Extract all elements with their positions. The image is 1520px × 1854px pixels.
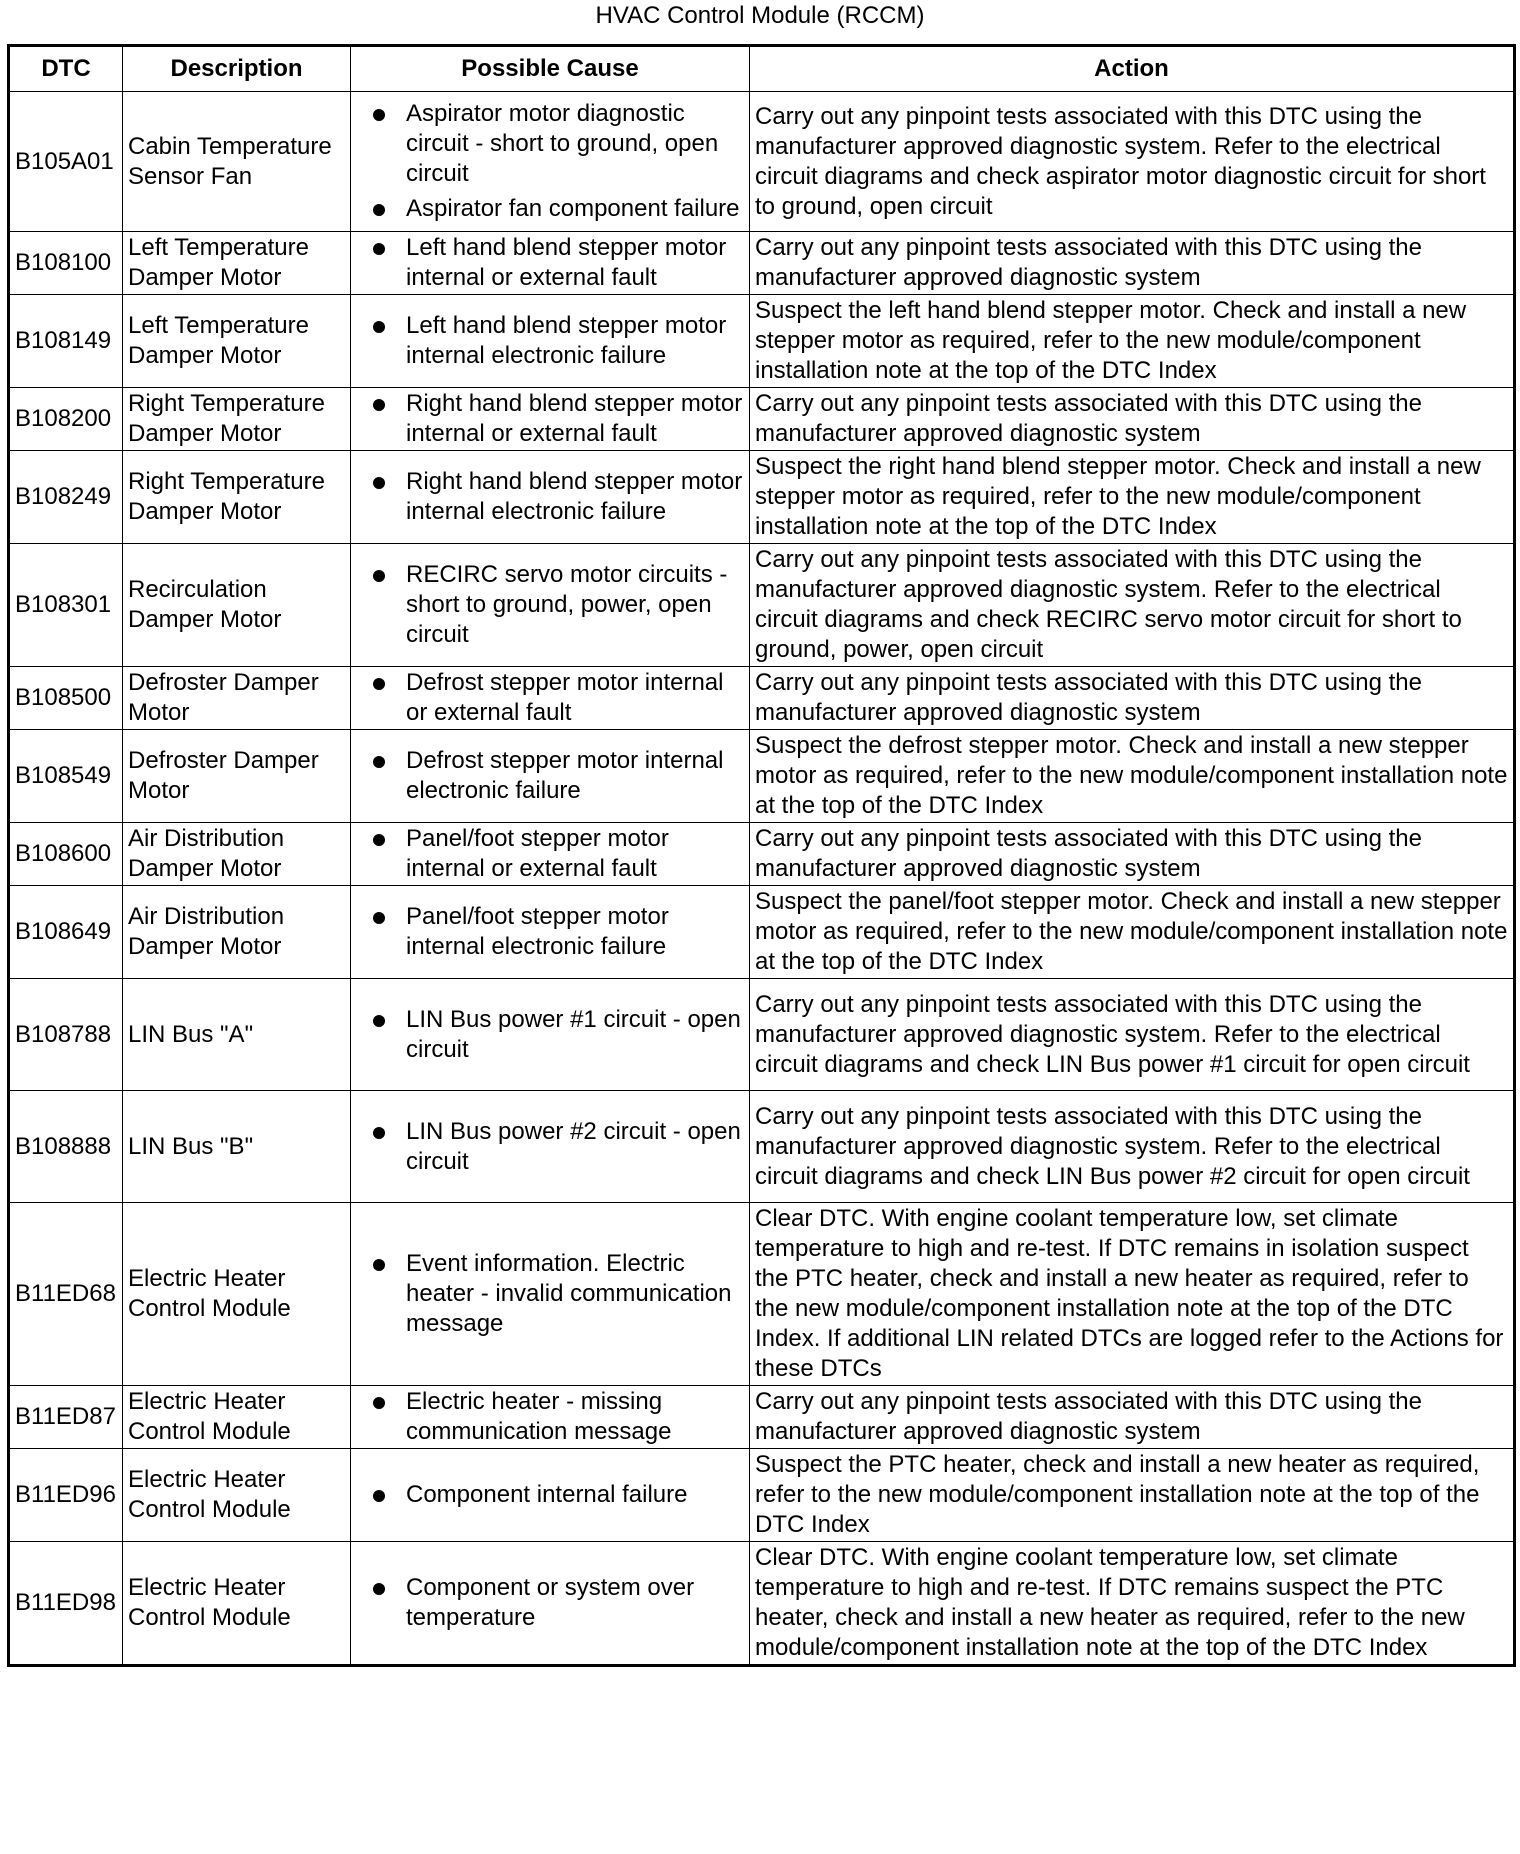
dtc-description: Electric Heater Control Module bbox=[123, 1542, 351, 1666]
action-text: Carry out any pinpoint tests associated with this DTC using the manufacturer approved diagnostic system. Refer to the electrical circuit diagrams and check LIN Bus power #1 circuit for open circuit bbox=[750, 979, 1515, 1091]
action-text: Carry out any pinpoint tests associated with this DTC using the manufacturer approved diagnostic system bbox=[750, 232, 1515, 295]
cause-list bbox=[356, 746, 744, 806]
cause-list bbox=[356, 311, 744, 371]
cause-list bbox=[356, 467, 744, 527]
dtc-code: B108649 bbox=[9, 886, 123, 979]
possible-cause-cell bbox=[351, 388, 750, 451]
possible-cause-cell bbox=[351, 823, 750, 886]
dtc-code: B108500 bbox=[9, 667, 123, 730]
header-row bbox=[9, 46, 1515, 92]
cause-list bbox=[356, 1573, 744, 1633]
possible-cause-cell bbox=[351, 1091, 750, 1203]
table-row bbox=[9, 730, 1515, 823]
possible-cause-cell bbox=[351, 1542, 750, 1666]
cause-list bbox=[356, 824, 744, 884]
action-text: Suspect the defrost stepper motor. Check and install a new stepper motor as required, refer to the new module/component installation note at the top of the DTC Index bbox=[750, 730, 1515, 823]
dtc-description: Defroster Damper Motor bbox=[123, 667, 351, 730]
action-text: Clear DTC. With engine coolant temperature low, set climate temperature to high and re-test. If DTC remains suspect the PTC heater, check and install a new heater as required, refer to the new module/component installation note at the top of the DTC Index bbox=[750, 1542, 1515, 1666]
cause-item: Aspirator motor diagnostic circuit - short to ground, open circuit bbox=[356, 99, 744, 189]
dtc-code: B108149 bbox=[9, 295, 123, 388]
dtc-code: B11ED98 bbox=[9, 1542, 123, 1666]
cause-item: LIN Bus power #1 circuit - open circuit bbox=[356, 1005, 744, 1065]
table-row bbox=[9, 979, 1515, 1091]
action-text: Carry out any pinpoint tests associated with this DTC using the manufacturer approved diagnostic system. Refer to the electrical circuit diagrams and check aspirator motor diagnostic circuit for short to ground, open circuit bbox=[750, 92, 1515, 232]
table-body bbox=[9, 92, 1515, 1666]
possible-cause-cell bbox=[351, 1449, 750, 1542]
dtc-code: B108100 bbox=[9, 232, 123, 295]
action-text: Suspect the PTC heater, check and install a new heater as required, refer to the new module/component installation note at the top of the DTC Index bbox=[750, 1449, 1515, 1542]
dtc-code: B105A01 bbox=[9, 92, 123, 232]
cause-item: Panel/foot stepper motor internal or external fault bbox=[356, 824, 744, 884]
possible-cause-cell bbox=[351, 730, 750, 823]
possible-cause-cell bbox=[351, 1203, 750, 1386]
table-row bbox=[9, 1091, 1515, 1203]
header-possible-cause: Possible Cause bbox=[351, 46, 750, 92]
dtc-description: Air Distribution Damper Motor bbox=[123, 886, 351, 979]
dtc-description: Right Temperature Damper Motor bbox=[123, 451, 351, 544]
action-text: Carry out any pinpoint tests associated with this DTC using the manufacturer approved diagnostic system. Refer to the electrical circuit diagrams and check RECIRC servo motor circuit for short to ground, power, open circuit bbox=[750, 544, 1515, 667]
cause-item: Left hand blend stepper motor internal or external fault bbox=[356, 233, 744, 293]
header-action: Action bbox=[750, 46, 1515, 92]
dtc-description: Left Temperature Damper Motor bbox=[123, 232, 351, 295]
cause-list bbox=[356, 389, 744, 449]
table-row bbox=[9, 388, 1515, 451]
dtc-code: B11ED87 bbox=[9, 1386, 123, 1449]
cause-item: Component or system over temperature bbox=[356, 1573, 744, 1633]
table-row bbox=[9, 1542, 1515, 1666]
cause-list bbox=[356, 1480, 744, 1510]
cause-item: Aspirator fan component failure bbox=[356, 194, 744, 224]
table-row bbox=[9, 544, 1515, 667]
header-dtc: DTC bbox=[9, 46, 123, 92]
cause-list bbox=[356, 902, 744, 962]
possible-cause-cell bbox=[351, 544, 750, 667]
possible-cause-cell bbox=[351, 979, 750, 1091]
cause-item: Component internal failure bbox=[356, 1480, 744, 1510]
possible-cause-cell bbox=[351, 667, 750, 730]
dtc-code: B11ED96 bbox=[9, 1449, 123, 1542]
page-title: HVAC Control Module (RCCM) bbox=[595, 2, 925, 29]
dtc-description: Electric Heater Control Module bbox=[123, 1449, 351, 1542]
dtc-code: B108600 bbox=[9, 823, 123, 886]
table-row bbox=[9, 823, 1515, 886]
cause-list bbox=[356, 560, 744, 650]
dtc-description: Right Temperature Damper Motor bbox=[123, 388, 351, 451]
header-description: Description bbox=[123, 46, 351, 92]
cause-list bbox=[356, 1387, 744, 1447]
dtc-description: LIN Bus "A" bbox=[123, 979, 351, 1091]
dtc-description: Defroster Damper Motor bbox=[123, 730, 351, 823]
action-text: Clear DTC. With engine coolant temperature low, set climate temperature to high and re-test. If DTC remains in isolation suspect the PTC heater, check and install a new heater as required, refer to the new module/component installation note at the top of the DTC Index. If additional LIN related DTCs are logged refer to the Actions for these DTCs bbox=[750, 1203, 1515, 1386]
dtc-table bbox=[7, 44, 1516, 1667]
table-row bbox=[9, 295, 1515, 388]
cause-list bbox=[356, 1249, 744, 1339]
cause-item: Left hand blend stepper motor internal electronic failure bbox=[356, 311, 744, 371]
table-row bbox=[9, 886, 1515, 979]
cause-item: Defrost stepper motor internal electronic failure bbox=[356, 746, 744, 806]
possible-cause-cell bbox=[351, 451, 750, 544]
action-text: Carry out any pinpoint tests associated with this DTC using the manufacturer approved diagnostic system. Refer to the electrical circuit diagrams and check LIN Bus power #2 circuit for open circuit bbox=[750, 1091, 1515, 1203]
cause-item: Right hand blend stepper motor internal electronic failure bbox=[356, 467, 744, 527]
dtc-description: Electric Heater Control Module bbox=[123, 1203, 351, 1386]
possible-cause-cell bbox=[351, 92, 750, 232]
table-row bbox=[9, 667, 1515, 730]
cause-list bbox=[356, 1005, 744, 1065]
cause-item: Electric heater - missing communication message bbox=[356, 1387, 744, 1447]
dtc-description: Air Distribution Damper Motor bbox=[123, 823, 351, 886]
cause-list bbox=[356, 1117, 744, 1177]
action-text: Suspect the panel/foot stepper motor. Check and install a new stepper motor as required, refer to the new module/component installation note at the top of the DTC Index bbox=[750, 886, 1515, 979]
table-row bbox=[9, 92, 1515, 232]
dtc-description: Cabin Temperature Sensor Fan bbox=[123, 92, 351, 232]
dtc-code: B108301 bbox=[9, 544, 123, 667]
dtc-code: B108249 bbox=[9, 451, 123, 544]
dtc-description: Recirculation Damper Motor bbox=[123, 544, 351, 667]
cause-item: Right hand blend stepper motor internal or external fault bbox=[356, 389, 744, 449]
action-text: Carry out any pinpoint tests associated with this DTC using the manufacturer approved diagnostic system bbox=[750, 823, 1515, 886]
possible-cause-cell bbox=[351, 886, 750, 979]
dtc-code: B108888 bbox=[9, 1091, 123, 1203]
action-text: Suspect the left hand blend stepper motor. Check and install a new stepper motor as required, refer to the new module/component installation note at the top of the DTC Index bbox=[750, 295, 1515, 388]
dtc-code: B108549 bbox=[9, 730, 123, 823]
cause-item: LIN Bus power #2 circuit - open circuit bbox=[356, 1117, 744, 1177]
table-row bbox=[9, 451, 1515, 544]
dtc-code: B108200 bbox=[9, 388, 123, 451]
dtc-description: Left Temperature Damper Motor bbox=[123, 295, 351, 388]
cause-item: Defrost stepper motor internal or external fault bbox=[356, 668, 744, 728]
action-text: Suspect the right hand blend stepper motor. Check and install a new stepper motor as required, refer to the new module/component installation note at the top of the DTC Index bbox=[750, 451, 1515, 544]
possible-cause-cell bbox=[351, 232, 750, 295]
table-row bbox=[9, 1203, 1515, 1386]
table-row bbox=[9, 1449, 1515, 1542]
possible-cause-cell bbox=[351, 1386, 750, 1449]
action-text: Carry out any pinpoint tests associated with this DTC using the manufacturer approved diagnostic system bbox=[750, 667, 1515, 730]
cause-item: RECIRC servo motor circuits - short to ground, power, open circuit bbox=[356, 560, 744, 650]
table-row bbox=[9, 1386, 1515, 1449]
cause-item: Event information. Electric heater - invalid communication message bbox=[356, 1249, 744, 1339]
table-row bbox=[9, 232, 1515, 295]
cause-list bbox=[356, 233, 744, 293]
action-text: Carry out any pinpoint tests associated with this DTC using the manufacturer approved diagnostic system bbox=[750, 388, 1515, 451]
cause-item: Panel/foot stepper motor internal electronic failure bbox=[356, 902, 744, 962]
dtc-code: B11ED68 bbox=[9, 1203, 123, 1386]
dtc-description: LIN Bus "B" bbox=[123, 1091, 351, 1203]
cause-list bbox=[356, 99, 744, 224]
dtc-description: Electric Heater Control Module bbox=[123, 1386, 351, 1449]
possible-cause-cell bbox=[351, 295, 750, 388]
cause-list bbox=[356, 668, 744, 728]
dtc-code: B108788 bbox=[9, 979, 123, 1091]
action-text: Carry out any pinpoint tests associated with this DTC using the manufacturer approved diagnostic system bbox=[750, 1386, 1515, 1449]
